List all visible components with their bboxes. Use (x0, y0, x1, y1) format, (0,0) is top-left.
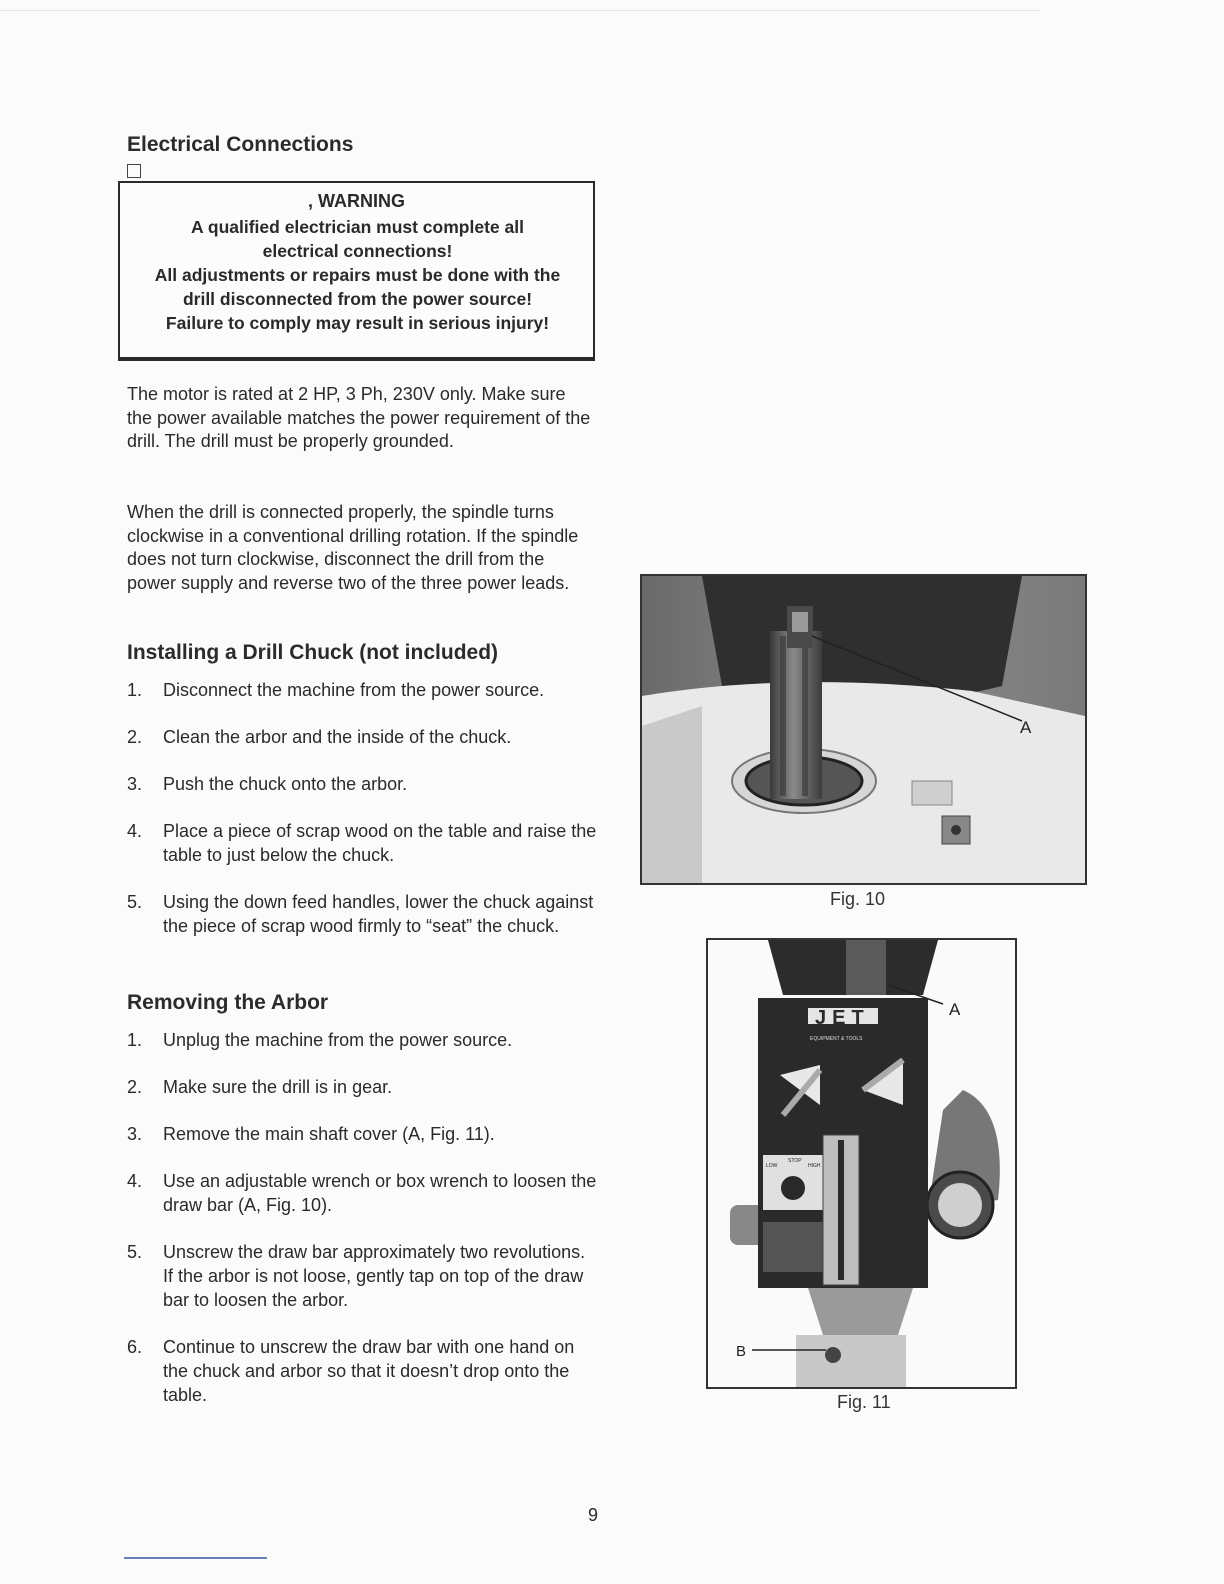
figure-11-brand-subtitle: EQUIPMENT & TOOLS (810, 1036, 863, 1042)
step-number: 6. (127, 1337, 143, 1357)
list-item (127, 725, 597, 749)
step-number: 2. (127, 1077, 143, 1097)
paragraph-motor-rating: The motor is rated at 2 HP, 3 Ph, 230V only. Make sure the power available matches the power requirement of the drill. The drill must be properly grounded. (127, 384, 591, 451)
step-text: Disconnect the machine from the power source. (163, 680, 545, 700)
figure-11-callout-b: B (736, 1343, 747, 1360)
checkbox-icon (127, 164, 141, 178)
list-item (127, 772, 597, 796)
chuck-steps-list (127, 678, 597, 938)
step-number: 1. (127, 680, 143, 700)
step-number: 5. (127, 1242, 143, 1262)
warning-line: All adjustments or repairs must be done with the (154, 265, 561, 285)
list-item (127, 1028, 597, 1052)
step-text: Place a piece of scrap wood on the table and raise the table to just below the chuck. (163, 821, 597, 865)
step-number: 2. (127, 727, 143, 747)
step-number: 5. (127, 892, 143, 912)
figure-11-brand: JET (815, 1007, 870, 1029)
list-item (127, 1122, 597, 1146)
list-item (127, 819, 597, 867)
warning-title: , WARNING (308, 191, 405, 211)
list-item (127, 890, 597, 938)
list-item (127, 1240, 597, 1312)
arbor-steps-list (127, 1028, 597, 1407)
list-item (127, 678, 597, 702)
figure-11-illustration (708, 940, 1015, 1387)
warning-line: Failure to comply may result in serious injury! (165, 313, 550, 333)
heading-removing-arbor: Removing the Arbor (127, 991, 329, 1014)
warning-line: A qualified electrician must complete all (191, 217, 524, 237)
figure-10-callout-a: A (1020, 718, 1032, 737)
figure-11-callout-a: A (949, 1000, 961, 1019)
figure-11-switch-low: LOW (766, 1163, 778, 1169)
figure-11-caption: Fig. 11 (837, 1392, 891, 1412)
warning-line: drill disconnected from the power source! (182, 289, 533, 309)
figure-11-switch-high: HIGH (808, 1163, 821, 1169)
step-number: 4. (127, 821, 143, 841)
figure-10-illustration (642, 576, 1085, 883)
step-number: 3. (127, 774, 143, 794)
figure-11-switch-stop: STOP (788, 1158, 802, 1164)
step-number: 3. (127, 1124, 143, 1144)
heading-installing-drill-chuck: Installing a Drill Chuck (not included) (127, 641, 499, 664)
figure-11-photo (706, 938, 1017, 1389)
footer-line (124, 1557, 267, 1559)
top-scan-line (0, 10, 1040, 11)
step-text: Unplug the machine from the power source. (163, 1030, 513, 1050)
step-text: Push the chuck onto the arbor. (163, 774, 408, 794)
figure-10-photo (640, 574, 1087, 885)
list-item (127, 1335, 597, 1407)
step-text: Using the down feed handles, lower the chuck against the piece of scrap wood firmly to “seat” the chuck. (163, 892, 594, 936)
step-text: Clean the arbor and the inside of the chuck. (163, 727, 512, 747)
step-text: Make sure the drill is in gear. (163, 1077, 393, 1097)
step-text: Continue to unscrew the draw bar with one hand on the chuck and arbor so that it doesn’t drop onto the table. (163, 1337, 575, 1405)
warning-line: electrical connections! (262, 241, 453, 261)
step-text: Unscrew the draw bar approximately two revolutions. If the arbor is not loose, gently tap on top of the draw bar to loosen the arbor. (163, 1242, 586, 1310)
heading-electrical-connections: Electrical Connections (127, 133, 354, 156)
page-number: 9 (588, 1505, 599, 1525)
step-text: Remove the main shaft cover (A, Fig. 11). (163, 1124, 495, 1144)
warning-box (118, 181, 595, 361)
figure-10-caption: Fig. 10 (830, 889, 886, 909)
step-text: Use an adjustable wrench or box wrench to loosen the draw bar (A, Fig. 10). (163, 1171, 597, 1215)
step-number: 4. (127, 1171, 143, 1191)
list-item (127, 1169, 597, 1217)
step-number: 1. (127, 1030, 143, 1050)
paragraph-spindle-rotation: When the drill is connected properly, the spindle turns clockwise in a conventional drilling rotation. If the spindle does not turn clockwise, disconnect the drill from the power supply and reverse two of the three power leads. (127, 502, 579, 593)
list-item (127, 1075, 597, 1099)
warning-body (122, 215, 593, 335)
